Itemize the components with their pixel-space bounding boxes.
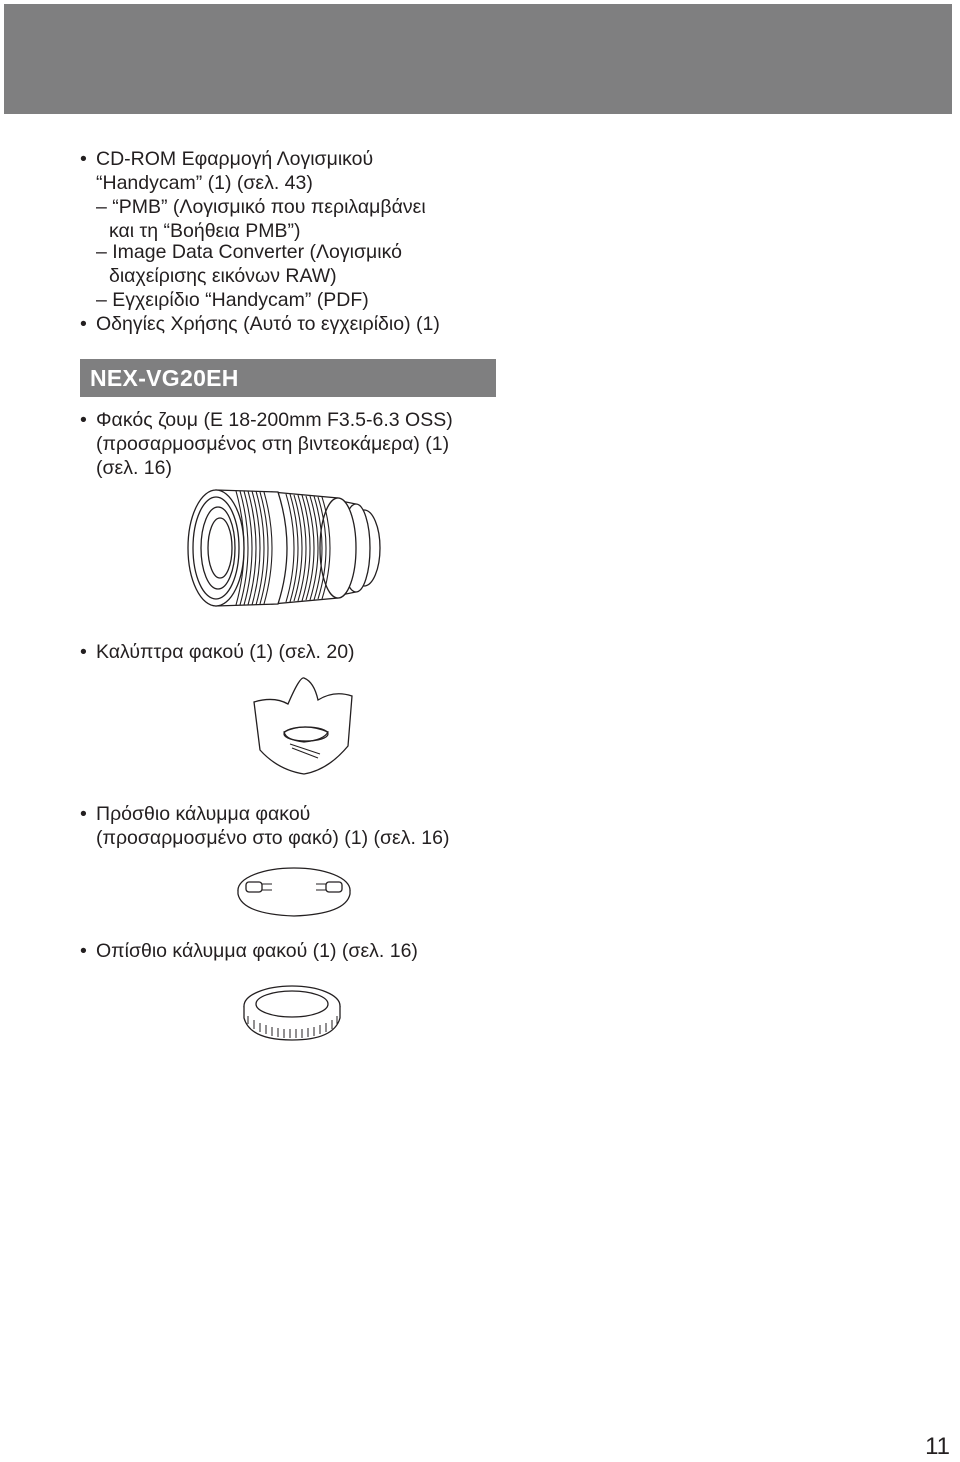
model-section-title: NEX-VG20EH: [90, 365, 239, 391]
rear-lens-cap-illustration: [240, 982, 344, 1044]
accessory-line: και τη “Βοήθεια PMB”): [109, 220, 301, 242]
item-line: Οπίσθιο κάλυμμα φακού (1) (σελ. 16): [96, 940, 418, 962]
accessory-line: “Handycam” (1) (σελ. 43): [96, 172, 313, 194]
lens-hood-illustration: [248, 674, 360, 780]
accessory-line: Οδηγίες Χρήσης (Αυτό το εγχειρίδιο) (1): [96, 313, 440, 335]
page-number: 11: [925, 1433, 950, 1460]
zoom-lens-illustration: [186, 486, 392, 612]
bullet: •: [80, 409, 87, 431]
item-line: Καλύπτρα φακού (1) (σελ. 20): [96, 641, 355, 663]
bullet: •: [80, 148, 87, 170]
accessory-line: CD-ROM Εφαρμογή Λογισμικού: [96, 148, 374, 170]
item-line: Φακός ζουμ (E 18-200mm F3.5-6.3 OSS): [96, 409, 453, 431]
accessory-line: – Image Data Converter (Λογισμικό: [96, 241, 402, 263]
header-band: [4, 4, 952, 114]
bullet: •: [80, 940, 87, 962]
bullet: •: [80, 641, 87, 663]
model-section-bar: [80, 359, 496, 397]
item-line: Πρόσθιο κάλυμμα φακού: [96, 803, 311, 825]
bullet: •: [80, 313, 87, 335]
accessory-line: διαχείρισης εικόνων RAW): [109, 265, 337, 287]
item-line: (προσαρμοσμένο στο φακό) (1) (σελ. 16): [96, 827, 450, 849]
front-lens-cap-illustration: [232, 862, 356, 918]
accessory-line: – “PMB” (Λογισμικό που περιλαμβάνει: [96, 196, 426, 218]
bullet: •: [80, 803, 87, 825]
item-line: (προσαρμοσμένος στη βιντεοκάμερα) (1): [96, 433, 450, 455]
item-line: (σελ. 16): [96, 457, 172, 479]
accessory-line: – Εγχειρίδιο “Handycam” (PDF): [96, 289, 369, 311]
